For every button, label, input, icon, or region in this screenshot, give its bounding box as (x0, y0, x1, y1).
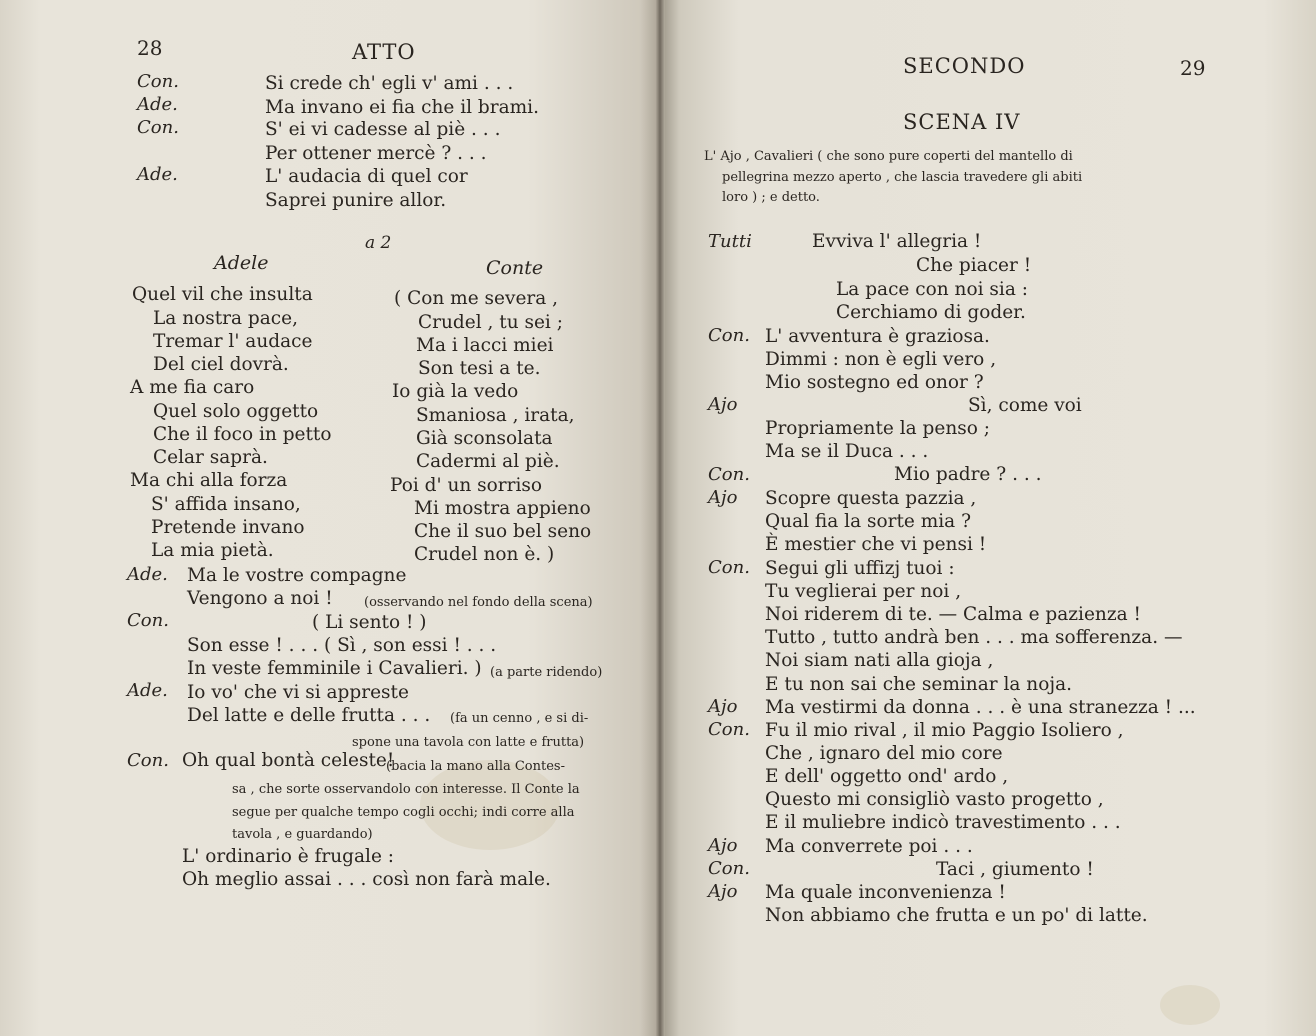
verse-line: Cerchiamo di goder. (836, 302, 1026, 323)
speaker-label: Ade. (127, 564, 168, 585)
verse-line: Saprei punire allor. (265, 190, 447, 211)
column-label-adele: Adele (214, 252, 269, 274)
scene-direction: loro ) ; e detto. (722, 190, 820, 205)
running-head: ATTO (352, 40, 416, 64)
adele-line: Tremar l' audace (153, 331, 313, 352)
scene-direction: L' Ajo , Cavalieri ( che sono pure coperti del mantello di (704, 149, 1073, 164)
speaker-label: Ajo (708, 881, 738, 902)
verse-line: Vengono a noi ! (187, 588, 333, 609)
conte-line: Ma i lacci miei (416, 335, 554, 356)
stage-direction: (a parte ridendo) (490, 665, 603, 680)
conte-line: Smaniosa , irata, (416, 405, 575, 426)
verse-line: Si crede ch' egli v' ami . . . (265, 73, 514, 94)
adele-line: Del ciel dovrà. (153, 354, 289, 375)
speaker-label: Ajo (708, 696, 738, 717)
conte-line: Crudel non è. ) (414, 544, 555, 565)
right-page (660, 0, 1316, 1036)
verse-line: Non abbiamo che frutta e un po' di latte. (765, 905, 1148, 926)
verse-line: Del latte e delle frutta . . . (187, 705, 431, 726)
speaker-label: Tutti (708, 231, 752, 252)
verse-line: L' ordinario è frugale : (182, 846, 395, 867)
verse-line: Mio padre ? . . . (894, 464, 1042, 485)
verse-line: Propriamente la penso ; (765, 418, 991, 439)
verse-line: ( Li sento ! ) (312, 612, 427, 633)
column-label-conte: Conte (486, 257, 544, 279)
paper-stain (1160, 985, 1220, 1025)
verse-line: Mio sostegno ed onor ? (765, 372, 984, 393)
verse-line: Son esse ! . . . ( Sì , son essi ! . . . (187, 635, 497, 656)
verse-line: L' avventura è graziosa. (765, 326, 990, 347)
speaker-label: Ade. (137, 164, 178, 185)
verse-line: Oh meglio assai . . . così non farà male. (182, 869, 551, 890)
adele-line: La nostra pace, (153, 308, 298, 329)
conte-line: Cadermi al piè. (416, 451, 560, 472)
stage-direction: (fa un cenno , e si di- (450, 711, 589, 726)
speaker-label: Con. (708, 858, 750, 879)
verse-line: Tutto , tutto andrà ben . . . ma sofferenza. — (765, 627, 1183, 648)
speaker-label: Ade. (137, 94, 178, 115)
conte-line: ( Con me severa , (394, 288, 559, 309)
stage-direction: (osservando nel fondo della scena) (364, 595, 593, 610)
verse-line: E il muliebre indicò travestimento . . . (765, 812, 1121, 833)
verse-line: Segui gli uffizj tuoi : (765, 558, 955, 579)
verse-line: Tu veglierai per noi , (765, 581, 962, 602)
speaker-label: Con. (127, 610, 169, 631)
conte-line: Io già la vedo (392, 381, 519, 402)
verse-line: Fu il mio rival , il mio Paggio Isoliero , (765, 720, 1124, 741)
verse-line: Per ottener mercè ? . . . (265, 143, 487, 164)
stage-direction: sa , che sorte osservandolo con interesse. Il Conte la (232, 782, 580, 797)
adele-line: Pretende invano (151, 517, 305, 538)
verse-line: Evviva l' allegria ! (812, 231, 982, 252)
scene-title: SCENA IV (903, 110, 1021, 134)
verse-line: Io vo' che vi si appreste (187, 682, 409, 703)
adele-line: Quel vil che insulta (132, 284, 313, 305)
conte-line: Già sconsolata (416, 428, 553, 449)
speaker-label: Ajo (708, 394, 738, 415)
speaker-label: Con. (137, 71, 179, 92)
verse-line: Oh qual bontà celeste! (182, 750, 395, 771)
adele-line: S' affida insano, (151, 494, 301, 515)
verse-line: Ma invano ei fia che il brami. (265, 97, 539, 118)
verse-line: Scopre questa pazzia , (765, 488, 977, 509)
speaker-label: Ajo (708, 835, 738, 856)
verse-line: Ma converrete poi . . . (765, 836, 973, 857)
verse-line: È mestier che vi pensi ! (765, 534, 987, 555)
verse-line: Che , ignaro del mio core (765, 743, 1003, 764)
verse-line: Ma quale inconvenienza ! (765, 882, 1006, 903)
verse-line: La pace con noi sia : (836, 279, 1028, 300)
verse-line: Questo mi consigliò vasto progetto , (765, 789, 1104, 810)
a-due-marker: a 2 (365, 233, 392, 253)
verse-line: In veste femminile i Cavalieri. ) (187, 658, 482, 679)
verse-line: Dimmi : non è egli vero , (765, 349, 997, 370)
speaker-label: Ajo (708, 487, 738, 508)
adele-line: Celar saprà. (153, 447, 268, 468)
verse-line: Ma vestirmi da donna . . . è una stranezza ! ... (765, 697, 1196, 718)
verse-line: Che piacer ! (916, 255, 1032, 276)
stage-direction: tavola , e guardando) (232, 827, 373, 842)
verse-line: Noi riderem di te. — Calma e pazienza ! (765, 604, 1141, 625)
stage-direction: (bacia la mano alla Contes- (386, 759, 565, 774)
verse-line: L' audacia di quel cor (265, 166, 468, 187)
adele-line: La mia pietà. (151, 540, 274, 561)
verse-line: S' ei vi cadesse al piè . . . (265, 119, 501, 140)
speaker-label: Con. (708, 719, 750, 740)
adele-line: Che il foco in petto (153, 424, 332, 445)
stage-direction: spone una tavola con latte e frutta) (352, 735, 585, 750)
verse-line: Taci , giumento ! (936, 859, 1094, 880)
verse-line: Ma se il Duca . . . (765, 441, 929, 462)
page-number: 29 (1180, 56, 1206, 80)
speaker-label: Con. (708, 464, 750, 485)
speaker-label: Con. (708, 557, 750, 578)
verse-line: E dell' oggetto ond' ardo , (765, 766, 1009, 787)
verse-line: Noi siam nati alla gioja , (765, 650, 994, 671)
speaker-label: Ade. (127, 680, 168, 701)
book-gutter (655, 0, 665, 1036)
conte-line: Mi mostra appieno (414, 498, 591, 519)
conte-line: Poi d' un sorriso (390, 475, 543, 496)
verse-line: Qual fia la sorte mia ? (765, 511, 972, 532)
stage-direction: segue per qualche tempo cogli occhi; indi corre alla (232, 805, 575, 820)
speaker-label: Con. (127, 750, 169, 771)
running-head: SECONDO (903, 54, 1026, 78)
adele-line: Quel solo oggetto (153, 401, 319, 422)
adele-line: Ma chi alla forza (130, 470, 288, 491)
adele-line: A me fia caro (130, 377, 255, 398)
conte-line: Crudel , tu sei ; (418, 312, 563, 333)
verse-line: Sì, come voi (968, 395, 1082, 416)
conte-line: Che il suo bel seno (414, 521, 592, 542)
scene-direction: pellegrina mezzo aperto , che lascia travedere gli abiti (722, 170, 1083, 185)
verse-line: E tu non sai che seminar la noja. (765, 674, 1072, 695)
page-number: 28 (137, 36, 163, 60)
conte-line: Son tesi a te. (418, 358, 541, 379)
speaker-label: Con. (708, 325, 750, 346)
speaker-label: Con. (137, 117, 179, 138)
verse-line: Ma le vostre compagne (187, 565, 407, 586)
